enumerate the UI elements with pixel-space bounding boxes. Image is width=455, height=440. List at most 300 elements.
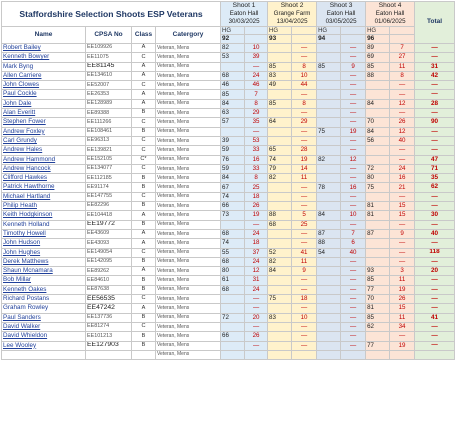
shoot-4-points: — [390, 155, 415, 164]
shoot-2-points: 8 [292, 99, 317, 108]
competitor-name[interactable]: Derek Matthews [2, 257, 86, 266]
shoot-1-points: 19 [245, 211, 268, 220]
shoot-3-score [317, 341, 341, 350]
shoot-3-points: — [341, 276, 366, 285]
competitor-name[interactable]: Shaun Mcnamara [2, 267, 86, 276]
shoot-2-score [268, 136, 292, 145]
class-value: B [132, 202, 156, 211]
competitor-name[interactable]: Keith Hodgkinson [2, 211, 86, 220]
shoot-3-score: 78 [317, 183, 341, 192]
class-value: C [132, 322, 156, 331]
class-value: A [132, 44, 156, 53]
shoot-3-score [317, 350, 341, 359]
shoot-2-score: 74 [268, 155, 292, 164]
table-row [2, 183, 455, 192]
cpsa-number: EE134610 [86, 71, 132, 80]
shoot-4-points: 7 [390, 44, 415, 53]
total-points: 31 [415, 62, 455, 71]
shoot-3-score [317, 53, 341, 62]
shoot-2-score [268, 285, 292, 294]
category-value: Veteran, Mens [156, 295, 221, 304]
table-row [2, 44, 455, 53]
shoot-3-points: 7 [341, 229, 366, 238]
shoot-4-score: 77 [366, 285, 390, 294]
competitor-name[interactable]: Clifford Hawkes [2, 174, 86, 183]
competitor-name[interactable]: Stephen Fower [2, 118, 86, 127]
shoot-3-points: — [341, 90, 366, 99]
results-table [1, 1, 455, 360]
cpsa-number: EE101213 [86, 332, 132, 341]
table-row [2, 276, 455, 285]
shoot-2-points: — [292, 202, 317, 211]
table-row [2, 257, 455, 266]
shoot-1-hg-label: HG [221, 27, 245, 35]
competitor-name[interactable]: Andrew Hancock [2, 164, 86, 173]
shoot-1-score: 73 [221, 211, 245, 220]
shoot-4-score: 70 [366, 295, 390, 304]
shoot-3-points: — [341, 304, 366, 313]
competitor-name[interactable]: Richard Postans [2, 295, 86, 304]
category-value: Veteran, Mens [156, 53, 221, 62]
shoot-1-points: 8 [245, 99, 268, 108]
shoot-4-name: Shoot 4 [378, 2, 402, 9]
shoot-4-score: 84 [366, 127, 390, 136]
total-points: 71 [415, 164, 455, 173]
category-value: Veteran, Mens [156, 239, 221, 248]
total-points: — [415, 44, 455, 53]
shoot-3-score: 87 [317, 229, 341, 238]
shoot-4-points: 26 [390, 118, 415, 127]
shoot-4-points: 26 [390, 295, 415, 304]
shoot-1-score [221, 127, 245, 136]
table-row [2, 90, 455, 99]
shoot-4-score [366, 146, 390, 155]
category-value: Veteran, Mens [156, 109, 221, 118]
shoot-1-score: 53 [221, 53, 245, 62]
total-points: — [415, 295, 455, 304]
shoot-4-score: 81 [366, 304, 390, 313]
competitor-name[interactable]: Kenneth Oakes [2, 285, 86, 294]
shoot-4-points: 15 [390, 304, 415, 313]
shoot-1-score: 85 [221, 90, 245, 99]
shoot-4-header [366, 2, 415, 27]
shoot-1-points: 16 [245, 155, 268, 164]
table-row [2, 53, 455, 62]
total-points: — [415, 53, 455, 62]
shoot-3-score [317, 295, 341, 304]
total-points: — [415, 304, 455, 313]
shoot-2-points: 28 [292, 146, 317, 155]
cpsa-number: EE43093 [86, 239, 132, 248]
shoot-4-score [366, 350, 390, 359]
competitor-name[interactable]: John Dale [2, 99, 86, 108]
shoot-3-points: — [341, 313, 366, 322]
competitor-name[interactable]: Alan Everitt [2, 109, 86, 118]
total-points: — [415, 81, 455, 90]
shoot-2-points: 11 [292, 257, 317, 266]
competitor-name[interactable]: John Clowes [2, 81, 86, 90]
class-value: A [132, 304, 156, 313]
shoot-4-points: — [390, 192, 415, 201]
class-value: B [132, 332, 156, 341]
shoot-1-score: 80 [221, 267, 245, 276]
shoot-3-points: — [341, 174, 366, 183]
competitor-name[interactable]: Paul Cockle [2, 90, 86, 99]
shoot-4-score: 80 [366, 174, 390, 183]
shoot-2-score: 65 [268, 146, 292, 155]
shoot-1-score [221, 322, 245, 331]
shoot-3-points: — [341, 192, 366, 201]
shoot-2-name: Shoot 2 [280, 2, 304, 9]
class-value: A [132, 71, 156, 80]
shoot-2-points: 8 [292, 62, 317, 71]
class-value: C [132, 146, 156, 155]
total-points: 47 [415, 155, 455, 164]
cpsa-number: EE82296 [86, 202, 132, 211]
competitor-name[interactable]: Kenneth Holland [2, 220, 86, 229]
cpsa-number: EE47242 [86, 304, 132, 313]
category-value: Veteran, Mens [156, 285, 221, 294]
shoot-4-score: 62 [366, 322, 390, 331]
shoot-1-score: 68 [221, 229, 245, 238]
table-row [2, 248, 455, 257]
category-value: Veteran, Mens [156, 136, 221, 145]
shoot-3-hg-value: 94 [317, 35, 341, 44]
shoot-3-points: 16 [341, 183, 366, 192]
cpsa-number: EE96313 [86, 136, 132, 145]
total-points: 40 [415, 229, 455, 238]
shoot-1-points: 39 [245, 53, 268, 62]
category-value: Veteran, Mens [156, 211, 221, 220]
shoot-4-score: 75 [366, 183, 390, 192]
shoot-3-score [317, 192, 341, 201]
total-points: 42 [415, 71, 455, 80]
shoot-3-score [317, 267, 341, 276]
shoot-1-points: 24 [245, 71, 268, 80]
cpsa-number: EE81274 [86, 322, 132, 331]
shoot-4-score [366, 257, 390, 266]
shoot-2-score [268, 53, 292, 62]
shoot-4-score: 89 [366, 44, 390, 53]
category-value: Veteran, Mens [156, 267, 221, 276]
class-value: A [132, 211, 156, 220]
shoot-3-score [317, 174, 341, 183]
shoot-1-score: 63 [221, 109, 245, 118]
shoot-1-points: — [245, 220, 268, 229]
shoot-2-hg-value: 93 [268, 35, 292, 44]
class-value: B [132, 276, 156, 285]
class-value: A [132, 62, 156, 71]
class-value: B [132, 183, 156, 192]
shoot-3-points: — [341, 164, 366, 173]
class-value: A [132, 229, 156, 238]
total-points: — [415, 285, 455, 294]
shoot-1-points: 7 [245, 90, 268, 99]
shoot-2-score: 79 [268, 164, 292, 173]
shoot-1-points: 25 [245, 183, 268, 192]
table-row [2, 220, 455, 229]
shoot-4-score [366, 220, 390, 229]
competitor-name[interactable]: Timothy Howell [2, 229, 86, 238]
category-value: Veteran, Mens [156, 229, 221, 238]
shoot-1-points: 31 [245, 276, 268, 285]
shoot-4-points: — [390, 81, 415, 90]
shoot-2-points: — [292, 229, 317, 238]
shoot-2-score: 85 [268, 99, 292, 108]
cpsa-number: EE52007 [86, 81, 132, 90]
shoot-3-score [317, 304, 341, 313]
table-row [2, 341, 455, 350]
shoot-2-score [268, 202, 292, 211]
shoot-2-score [268, 341, 292, 350]
competitor-name[interactable]: Kenneth Bowyer [2, 53, 86, 62]
shoot-3-points: 12 [341, 155, 366, 164]
shoot-3-score [317, 71, 341, 80]
class-value: B [132, 127, 156, 136]
shoot-2-score: 75 [268, 295, 292, 304]
competitor-name[interactable]: Andrew Foxley [2, 127, 86, 136]
table-row [2, 295, 455, 304]
shoot-2-score [268, 44, 292, 53]
competitor-name[interactable]: Philip Heath [2, 202, 86, 211]
shoot-2-score [268, 322, 292, 331]
competitor-name[interactable]: Allen Carriere [2, 71, 86, 80]
shoot-1-score: 68 [221, 71, 245, 80]
shoot-1-points: — [245, 341, 268, 350]
shoot-4-score: 84 [366, 99, 390, 108]
class-value: A [132, 99, 156, 108]
class-header: Class [132, 27, 156, 44]
cpsa-number: EE104418 [86, 211, 132, 220]
shoot-3-points: 10 [341, 211, 366, 220]
cpsa-number: EE142095 [86, 257, 132, 266]
class-value [132, 350, 156, 359]
shoot-3-points: 19 [341, 127, 366, 136]
competitor-name[interactable]: John Hudson [2, 239, 86, 248]
competitor-name[interactable]: Patrick Hawthorne [2, 183, 86, 192]
competitor-name[interactable]: Robert Bailey [2, 44, 86, 53]
shoot-4-points: 15 [390, 202, 415, 211]
table-row [2, 62, 455, 71]
shoot-3-points: — [341, 136, 366, 145]
class-value: C [132, 248, 156, 257]
shoot-3-points: — [341, 202, 366, 211]
shoot-2-score: 82 [268, 257, 292, 266]
shoot-3-score [317, 257, 341, 266]
class-value: C [132, 81, 156, 90]
shoot-3-score [317, 146, 341, 155]
shoot-2-points: — [292, 341, 317, 350]
shoot-1-score: 68 [221, 257, 245, 266]
shoot-4-score: 81 [366, 211, 390, 220]
total-points: — [415, 341, 455, 350]
table-row [2, 322, 455, 331]
shoot-3-points: — [341, 257, 366, 266]
class-value: C [132, 164, 156, 173]
shoot-3-name: Shoot 3 [329, 2, 353, 9]
total-points: — [415, 90, 455, 99]
shoot-1-score: 72 [221, 313, 245, 322]
shoot-4-hg-label: HG [366, 27, 390, 35]
shoot-1-score: 82 [221, 44, 245, 53]
table-row [2, 239, 455, 248]
category-value: Veteran, Mens [156, 99, 221, 108]
shoot-1-score: 84 [221, 174, 245, 183]
shoot-4-score [366, 109, 390, 118]
shoot-4-score: 72 [366, 164, 390, 173]
shoot-1-points: 29 [245, 109, 268, 118]
cpsa-number: EE137736 [86, 313, 132, 322]
shoot-2-points: 19 [292, 155, 317, 164]
table-row [2, 267, 455, 276]
shoot-2-score [268, 304, 292, 313]
competitor-name[interactable]: David Whieldon [2, 332, 86, 341]
class-value: C [132, 295, 156, 304]
shoot-4-points: 16 [390, 174, 415, 183]
shoot-4-points: — [390, 109, 415, 118]
shoot-2-score [268, 90, 292, 99]
competitor-name[interactable] [2, 350, 86, 359]
category-value: Veteran, Mens [156, 81, 221, 90]
shoot-3-points: — [341, 341, 366, 350]
total-points: — [415, 202, 455, 211]
table-row [2, 174, 455, 183]
cpsa-number: EE149054 [86, 248, 132, 257]
shoot-2-header [268, 2, 317, 27]
shoot-3-score [317, 99, 341, 108]
competitor-name[interactable]: Mark Byng [2, 62, 86, 71]
shoot-2-score [268, 109, 292, 118]
category-value: Veteran, Mens [156, 304, 221, 313]
category-value: Veteran, Mens [156, 322, 221, 331]
competitor-name[interactable]: Carl Grundy [2, 136, 86, 145]
shoot-2-points: — [292, 192, 317, 201]
cpsa-number: EE128989 [86, 99, 132, 108]
shoot-3-points [341, 350, 366, 359]
shoot-2-points: 29 [292, 118, 317, 127]
shoot-1-date: 30/03/2025 [228, 18, 260, 25]
shoot-1-score: 59 [221, 146, 245, 155]
shoot-4-score: 77 [366, 341, 390, 350]
category-value: Veteran, Mens [156, 350, 221, 359]
shoot-2-points: — [292, 136, 317, 145]
shoot-4-points: 12 [390, 127, 415, 136]
class-value: C [132, 136, 156, 145]
shoot-2-points: 10 [292, 313, 317, 322]
shoot-1-score [221, 295, 245, 304]
class-value: B [132, 313, 156, 322]
competitor-name[interactable]: Graham Rowley [2, 304, 86, 313]
category-header: Catergory [156, 27, 221, 44]
shoot-1-score: 55 [221, 248, 245, 257]
shoot-3-score [317, 220, 341, 229]
shoot-4-points: — [390, 257, 415, 266]
shoot-1-score: 67 [221, 183, 245, 192]
cpsa-number: EE147755 [86, 192, 132, 201]
shoot-4-score: 85 [366, 313, 390, 322]
shoot-3-score [317, 109, 341, 118]
shoot-2-points: 11 [292, 174, 317, 183]
total-points: 62 [415, 183, 455, 192]
shoot-4-points: 19 [390, 285, 415, 294]
table-row [2, 285, 455, 294]
competitor-name[interactable]: Bob Millar [2, 276, 86, 285]
table-row [2, 313, 455, 322]
shoot-4-points: — [390, 90, 415, 99]
shoot-1-points: 18 [245, 239, 268, 248]
shoot-2-venue: Grange Farm [273, 10, 311, 17]
shoot-2-points [292, 350, 317, 359]
shoot-1-score: 76 [221, 155, 245, 164]
shoot-2-score: 83 [268, 313, 292, 322]
competitor-name[interactable]: Andrew Hales [2, 146, 86, 155]
category-value: Veteran, Mens [156, 192, 221, 201]
table-row [2, 202, 455, 211]
shoot-2-score: 84 [268, 267, 292, 276]
table-row [2, 136, 455, 145]
competitor-name[interactable]: David Walker [2, 322, 86, 331]
shoot-4-score: 56 [366, 136, 390, 145]
shoot-1-points: 24 [245, 285, 268, 294]
shoot-4-points: 11 [390, 313, 415, 322]
shoot-4-points: 8 [390, 71, 415, 80]
shoot-2-score [268, 350, 292, 359]
competitor-name[interactable]: Lee Wooley [2, 341, 86, 350]
competitor-name[interactable]: Andrew Hammond [2, 155, 86, 164]
competitor-name[interactable]: John Hughes [2, 248, 86, 257]
shoot-1-points: 12 [245, 267, 268, 276]
category-value: Veteran, Mens [156, 248, 221, 257]
shoot-4-points: — [390, 332, 415, 341]
shoot-1-score: 39 [221, 136, 245, 145]
total-points: 30 [415, 211, 455, 220]
shoot-2-score [268, 239, 292, 248]
shoot-1-score: 66 [221, 332, 245, 341]
shoot-3-score [317, 90, 341, 99]
shoot-1-score [221, 341, 245, 350]
shoot-2-score: 88 [268, 211, 292, 220]
competitor-name[interactable]: Michael Hartland [2, 192, 86, 201]
class-value: A [132, 267, 156, 276]
cpsa-number: EE91174 [86, 183, 132, 192]
table-row [2, 99, 455, 108]
shoot-2-points: — [292, 239, 317, 248]
shoot-4-points: 3 [390, 267, 415, 276]
competitor-name[interactable]: Paul Sanders [2, 313, 86, 322]
class-value: B [132, 285, 156, 294]
cpsa-number: EE127903 [86, 341, 132, 350]
table-row [2, 350, 455, 359]
shoot-1-score: 57 [221, 118, 245, 127]
shoot-1-score: 74 [221, 192, 245, 201]
name-header: Name [2, 27, 86, 44]
shoot-2-points: — [292, 44, 317, 53]
class-value: B [132, 341, 156, 350]
shoot-2-points: — [292, 304, 317, 313]
shoot-2-score: 68 [268, 220, 292, 229]
shoot-1-score: 66 [221, 202, 245, 211]
class-value: C* [132, 155, 156, 164]
class-value: B [132, 109, 156, 118]
shoot-2-points: — [292, 322, 317, 331]
table-row [2, 109, 455, 118]
class-value: C [132, 53, 156, 62]
total-points: 118 [415, 248, 455, 257]
class-value: C [132, 192, 156, 201]
cpsa-number: EE152105 [86, 155, 132, 164]
shoot-2-points: 41 [292, 248, 317, 257]
shoot-3-points: — [341, 53, 366, 62]
